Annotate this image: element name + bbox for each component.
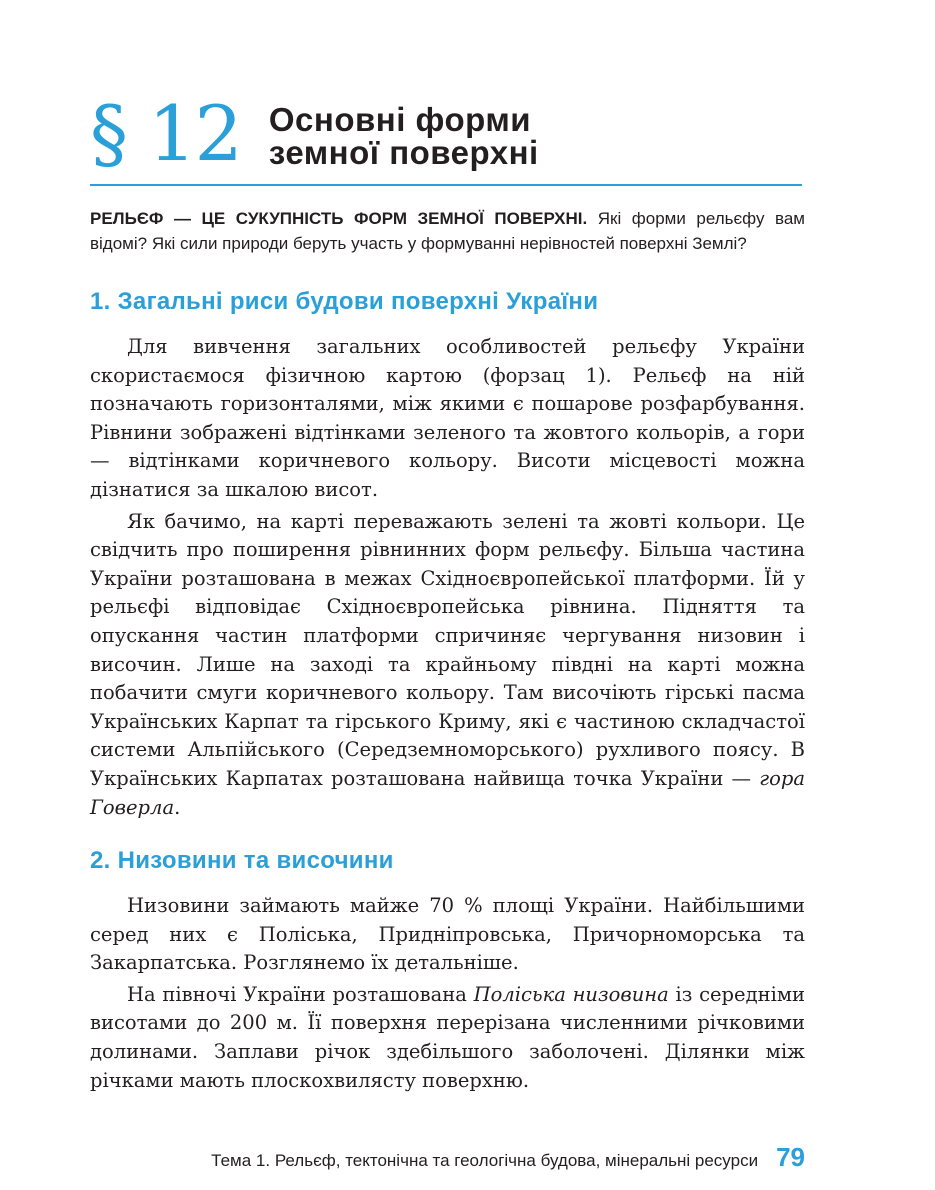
paragraph-header	[90, 80, 805, 178]
intro-text	[90, 206, 805, 256]
section-2-heading: 2. Низовини та височини	[90, 847, 394, 875]
header-divider	[90, 184, 802, 186]
title-line-1: Основні форми	[268, 101, 532, 138]
page-content	[90, 80, 805, 1095]
p4-start: На півночі України розташована	[127, 982, 474, 1006]
intro-caps: РЕЛЬЄФ — ЦЕ СУКУПНІСТЬ ФОРМ ЗЕМНОЇ ПОВЕРХНІ.	[90, 209, 588, 228]
page-footer	[150, 1142, 805, 1173]
p4-text: із середніми висотами до 200 м. Її поверхня перерізана численними річковими долинами. Заплави річок здебільшого заболочені. Ділянки між річками мають плоскохвилясту поверхню.	[90, 982, 805, 1092]
section-1-paragraph-2	[90, 508, 805, 823]
intro-questions: Які форми рельєфу вам відомі? Які сили природи беруть участь у формуванні нерівностей поверхні Землі?	[90, 209, 805, 253]
section-1-heading: 1. Загальні риси будови поверхні України	[90, 288, 599, 315]
section-2-paragraph-1: Низовини займають майже 70 % площі України. Найбільшими серед них є Поліська, Придніпровська, Причорноморська та Закарпатська. Розглянемо їх детальніше.	[90, 894, 805, 975]
paragraph-number: § 12	[90, 89, 241, 178]
footer-topic: Тема 1. Рельєф, тектонічна та геологічна будова, мінеральні ресурси	[211, 1151, 759, 1170]
section-2-paragraph-2	[90, 981, 805, 1095]
p2-text: Як бачимо, на карті переважають зелені та жовті кольори. Це свідчить про поширення рівнинних форм рельєфу. Більша частина України розташована в межах Східноєвропейської платформи. Їй у рельєфі відповідає Східноєвропейська рівнина. Підняття та опускання частин платформи спричиняє чергування низовин і височин. Лише на заході та крайньому півдні на карті можна побачити смуги коричневого кольору. Там височіють гірські пасма Українських Карпат та гірського Криму, які є частиною складчастої системи Альпійського (Середземноморського) рухливого поясу. В Українських Карпатах розташована найвища точка України —	[90, 509, 805, 790]
p2-italic: гора Говерла	[90, 766, 805, 819]
p2-end: .	[174, 795, 181, 819]
section-1-paragraph-1: Для вивчення загальних особливостей рельєфу України скористаємося фізичною картою (форзац 1). Рельєф на ній позначають горизонталями, між якими є пошарове розфарбування. Рівнини зображені відтінками зеленого та жовтого кольорів, а гори — відтінками коричневого кольору. Висоти місцевості можна дізнатися за шкалою висот.	[90, 335, 805, 501]
paragraph-title	[269, 103, 539, 172]
page-number: 79	[776, 1142, 805, 1172]
title-line-2: земної поверхні	[268, 134, 539, 171]
p4-italic: Поліська низовина	[473, 982, 669, 1006]
